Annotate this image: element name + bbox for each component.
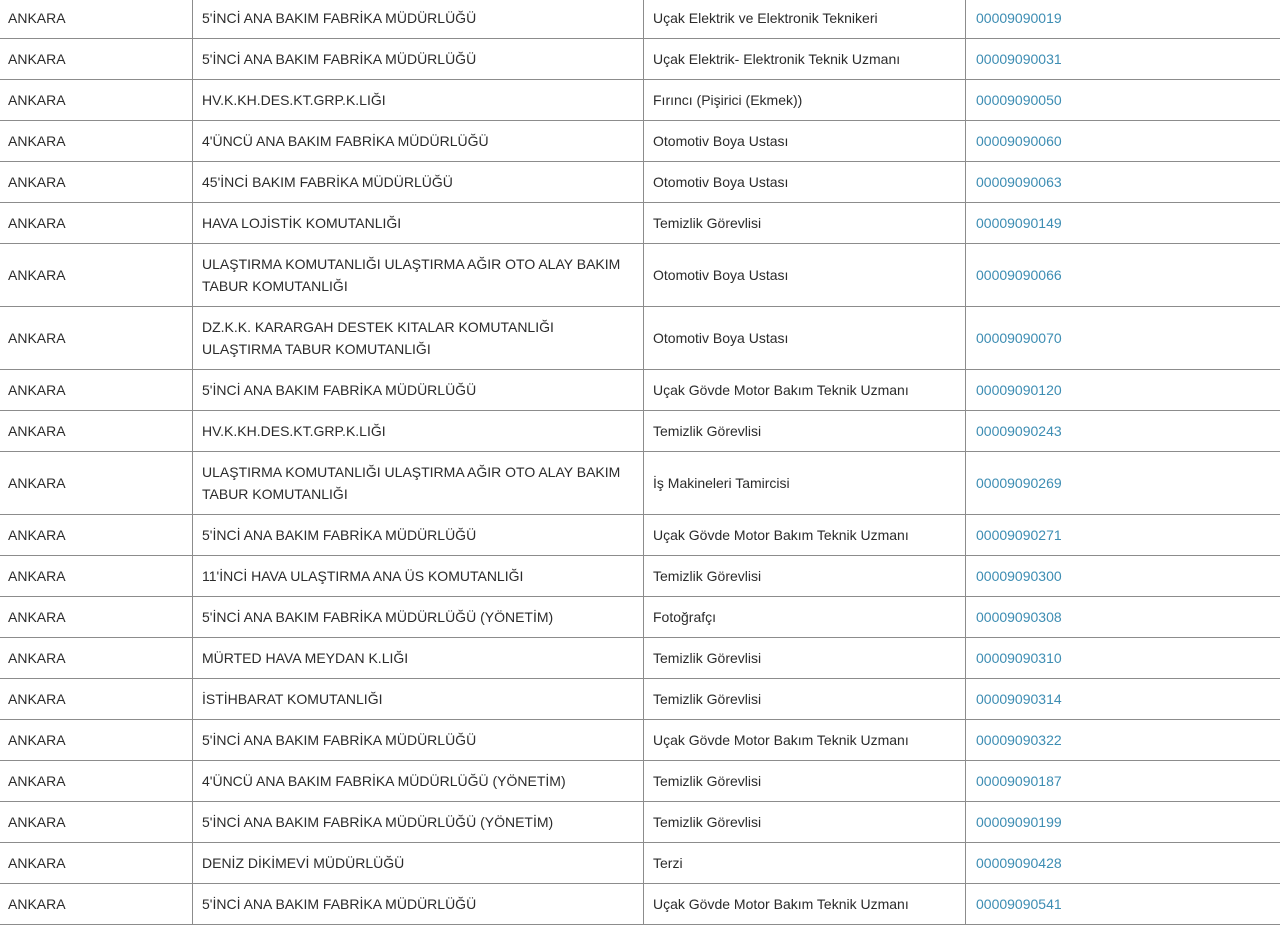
city-text: ANKARA xyxy=(8,475,66,491)
unit-cell xyxy=(193,121,644,161)
city-text: ANKARA xyxy=(8,330,66,346)
job-code-link[interactable]: 00009090314 xyxy=(976,691,1062,707)
city-cell xyxy=(0,452,193,514)
city-text: ANKARA xyxy=(8,855,66,871)
position-cell xyxy=(644,80,966,120)
unit-text: 5'İNCİ ANA BAKIM FABRİKA MÜDÜRLÜĞÜ (YÖNETİM) xyxy=(202,814,554,830)
position-cell xyxy=(644,597,966,637)
job-code-link[interactable]: 00009090060 xyxy=(976,133,1062,149)
code-cell xyxy=(966,121,1280,161)
table-row xyxy=(0,244,1280,307)
unit-text: ULAŞTIRMA KOMUTANLIĞI ULAŞTIRMA AĞIR OTO ALAY BAKIM TABUR KOMUTANLIĞI xyxy=(202,464,621,502)
job-code-link[interactable]: 00009090300 xyxy=(976,568,1062,584)
unit-cell xyxy=(193,203,644,243)
unit-text: 5'İNCİ ANA BAKIM FABRİKA MÜDÜRLÜĞÜ (YÖNETİM) xyxy=(202,609,554,625)
position-text: Temizlik Görevlisi xyxy=(653,568,762,584)
table-row xyxy=(0,761,1280,802)
city-text: ANKARA xyxy=(8,423,66,439)
position-text: Uçak Gövde Motor Bakım Teknik Uzmanı xyxy=(653,732,909,748)
city-text: ANKARA xyxy=(8,568,66,584)
unit-text: ULAŞTIRMA KOMUTANLIĞI ULAŞTIRMA AĞIR OTO ALAY BAKIM TABUR KOMUTANLIĞI xyxy=(202,256,621,294)
city-cell xyxy=(0,884,193,924)
unit-text: HV.K.KH.DES.KT.GRP.K.LIĞI xyxy=(202,423,386,439)
unit-text: HAVA LOJİSTİK KOMUTANLIĞI xyxy=(202,215,402,231)
city-cell xyxy=(0,39,193,79)
city-cell xyxy=(0,556,193,596)
unit-text: DENİZ DİKİMEVİ MÜDÜRLÜĞÜ xyxy=(202,855,405,871)
table-row xyxy=(0,843,1280,884)
code-cell xyxy=(966,411,1280,451)
code-cell xyxy=(966,556,1280,596)
code-cell xyxy=(966,679,1280,719)
table-row xyxy=(0,452,1280,515)
table-row xyxy=(0,597,1280,638)
unit-cell xyxy=(193,39,644,79)
unit-text: 5'İNCİ ANA BAKIM FABRİKA MÜDÜRLÜĞÜ xyxy=(202,527,477,543)
code-cell xyxy=(966,597,1280,637)
job-code-link[interactable]: 00009090187 xyxy=(976,773,1062,789)
unit-text: 5'İNCİ ANA BAKIM FABRİKA MÜDÜRLÜĞÜ xyxy=(202,382,477,398)
code-cell xyxy=(966,638,1280,678)
position-text: Otomotiv Boya Ustası xyxy=(653,330,789,346)
position-cell xyxy=(644,452,966,514)
position-text: Temizlik Görevlisi xyxy=(653,215,762,231)
table-row xyxy=(0,39,1280,80)
position-text: Temizlik Görevlisi xyxy=(653,423,762,439)
unit-cell xyxy=(193,843,644,883)
job-code-link[interactable]: 00009090050 xyxy=(976,92,1062,108)
job-code-link[interactable]: 00009090066 xyxy=(976,267,1062,283)
unit-cell xyxy=(193,884,644,924)
city-cell xyxy=(0,411,193,451)
city-cell xyxy=(0,597,193,637)
job-code-link[interactable]: 00009090243 xyxy=(976,423,1062,439)
code-cell xyxy=(966,244,1280,306)
code-cell xyxy=(966,843,1280,883)
position-cell xyxy=(644,802,966,842)
unit-cell xyxy=(193,720,644,760)
position-text: Fotoğrafçı xyxy=(653,609,717,625)
unit-text: İSTİHBARAT KOMUTANLIĞI xyxy=(202,691,383,707)
city-cell xyxy=(0,515,193,555)
position-text: Temizlik Görevlisi xyxy=(653,650,762,666)
position-text: Otomotiv Boya Ustası xyxy=(653,133,789,149)
unit-cell xyxy=(193,597,644,637)
job-code-link[interactable]: 00009090070 xyxy=(976,330,1062,346)
table-row xyxy=(0,80,1280,121)
city-cell xyxy=(0,203,193,243)
unit-cell xyxy=(193,244,644,306)
job-code-link[interactable]: 00009090031 xyxy=(976,51,1062,67)
table-row xyxy=(0,515,1280,556)
position-cell xyxy=(644,39,966,79)
position-cell xyxy=(644,203,966,243)
position-text: Uçak Gövde Motor Bakım Teknik Uzmanı xyxy=(653,382,909,398)
city-cell xyxy=(0,802,193,842)
position-text: Uçak Gövde Motor Bakım Teknik Uzmanı xyxy=(653,527,909,543)
table-row xyxy=(0,720,1280,761)
position-cell xyxy=(644,720,966,760)
table-row xyxy=(0,307,1280,370)
unit-cell xyxy=(193,411,644,451)
unit-cell xyxy=(193,452,644,514)
position-text: Otomotiv Boya Ustası xyxy=(653,174,789,190)
unit-text: 5'İNCİ ANA BAKIM FABRİKA MÜDÜRLÜĞÜ xyxy=(202,896,477,912)
position-text: Fırıncı (Pişirici (Ekmek)) xyxy=(653,92,803,108)
city-cell xyxy=(0,162,193,202)
position-text: Temizlik Görevlisi xyxy=(653,814,762,830)
position-cell xyxy=(644,556,966,596)
code-cell xyxy=(966,720,1280,760)
position-cell xyxy=(644,761,966,801)
code-cell xyxy=(966,0,1280,38)
unit-cell xyxy=(193,761,644,801)
unit-text: HV.K.KH.DES.KT.GRP.K.LIĞI xyxy=(202,92,386,108)
city-cell xyxy=(0,307,193,369)
code-cell xyxy=(966,884,1280,924)
position-text: Temizlik Görevlisi xyxy=(653,691,762,707)
position-cell xyxy=(644,370,966,410)
code-cell xyxy=(966,162,1280,202)
unit-cell xyxy=(193,162,644,202)
city-text: ANKARA xyxy=(8,382,66,398)
unit-text: 45'İNCİ BAKIM FABRİKA MÜDÜRLÜĞÜ xyxy=(202,174,453,190)
code-cell xyxy=(966,452,1280,514)
job-code-link[interactable]: 00009090308 xyxy=(976,609,1062,625)
table-row xyxy=(0,802,1280,843)
city-text: ANKARA xyxy=(8,773,66,789)
position-text: Terzi xyxy=(653,855,683,871)
code-cell xyxy=(966,802,1280,842)
table-row xyxy=(0,411,1280,452)
table-row xyxy=(0,162,1280,203)
position-cell xyxy=(644,244,966,306)
position-cell xyxy=(644,307,966,369)
city-text: ANKARA xyxy=(8,527,66,543)
job-code-link[interactable]: 00009090019 xyxy=(976,10,1062,26)
job-code-link[interactable]: 00009090063 xyxy=(976,174,1062,190)
job-code-link[interactable]: 00009090428 xyxy=(976,855,1062,871)
unit-text: DZ.K.K. KARARGAH DESTEK KITALAR KOMUTANLIĞI ULAŞTIRMA TABUR KOMUTANLIĞI xyxy=(202,319,554,357)
unit-text: 5'İNCİ ANA BAKIM FABRİKA MÜDÜRLÜĞÜ xyxy=(202,10,477,26)
position-text: Uçak Gövde Motor Bakım Teknik Uzmanı xyxy=(653,896,909,912)
unit-text: 4'ÜNCÜ ANA BAKIM FABRİKA MÜDÜRLÜĞÜ xyxy=(202,133,489,149)
job-code-link[interactable]: 00009090199 xyxy=(976,814,1062,830)
city-cell xyxy=(0,638,193,678)
city-cell xyxy=(0,80,193,120)
unit-cell xyxy=(193,0,644,38)
job-code-link[interactable]: 00009090120 xyxy=(976,382,1062,398)
code-cell xyxy=(966,203,1280,243)
city-cell xyxy=(0,121,193,161)
unit-text: 5'İNCİ ANA BAKIM FABRİKA MÜDÜRLÜĞÜ xyxy=(202,732,477,748)
unit-cell xyxy=(193,802,644,842)
position-text: Otomotiv Boya Ustası xyxy=(653,267,789,283)
position-cell xyxy=(644,843,966,883)
position-text: Uçak Elektrik- Elektronik Teknik Uzmanı xyxy=(653,51,901,67)
city-text: ANKARA xyxy=(8,896,66,912)
position-text: Temizlik Görevlisi xyxy=(653,773,762,789)
code-cell xyxy=(966,515,1280,555)
job-code-link[interactable]: 00009090541 xyxy=(976,896,1062,912)
city-text: ANKARA xyxy=(8,814,66,830)
code-cell xyxy=(966,370,1280,410)
city-text: ANKARA xyxy=(8,215,66,231)
table-row xyxy=(0,884,1280,925)
code-cell xyxy=(966,761,1280,801)
job-code-link[interactable]: 00009090271 xyxy=(976,527,1062,543)
unit-cell xyxy=(193,556,644,596)
unit-cell xyxy=(193,515,644,555)
city-cell xyxy=(0,720,193,760)
city-cell xyxy=(0,761,193,801)
table-row xyxy=(0,370,1280,411)
code-cell xyxy=(966,39,1280,79)
unit-cell xyxy=(193,638,644,678)
city-text: ANKARA xyxy=(8,732,66,748)
city-text: ANKARA xyxy=(8,51,66,67)
city-cell xyxy=(0,843,193,883)
table-row xyxy=(0,203,1280,244)
city-text: ANKARA xyxy=(8,10,66,26)
city-text: ANKARA xyxy=(8,691,66,707)
unit-text: 5'İNCİ ANA BAKIM FABRİKA MÜDÜRLÜĞÜ xyxy=(202,51,477,67)
job-code-link[interactable]: 00009090322 xyxy=(976,732,1062,748)
position-cell xyxy=(644,162,966,202)
city-text: ANKARA xyxy=(8,267,66,283)
unit-cell xyxy=(193,80,644,120)
job-code-link[interactable]: 00009090310 xyxy=(976,650,1062,666)
unit-text: 11'İNCİ HAVA ULAŞTIRMA ANA ÜS KOMUTANLIĞI xyxy=(202,568,524,584)
unit-cell xyxy=(193,370,644,410)
position-text: İş Makineleri Tamircisi xyxy=(653,475,790,491)
unit-text: 4'ÜNCÜ ANA BAKIM FABRİKA MÜDÜRLÜĞÜ (YÖNETİM) xyxy=(202,773,566,789)
position-cell xyxy=(644,638,966,678)
city-text: ANKARA xyxy=(8,92,66,108)
position-text: Uçak Elektrik ve Elektronik Teknikeri xyxy=(653,10,878,26)
table-row xyxy=(0,679,1280,720)
table-row xyxy=(0,556,1280,597)
job-code-link[interactable]: 00009090149 xyxy=(976,215,1062,231)
unit-cell xyxy=(193,679,644,719)
code-cell xyxy=(966,307,1280,369)
table-row xyxy=(0,121,1280,162)
job-code-link[interactable]: 00009090269 xyxy=(976,475,1062,491)
table-row xyxy=(0,638,1280,679)
city-cell xyxy=(0,679,193,719)
city-text: ANKARA xyxy=(8,174,66,190)
position-cell xyxy=(644,411,966,451)
position-cell xyxy=(644,679,966,719)
city-text: ANKARA xyxy=(8,650,66,666)
unit-text: MÜRTED HAVA MEYDAN K.LIĞI xyxy=(202,650,409,666)
table-row xyxy=(0,0,1280,39)
position-cell xyxy=(644,0,966,38)
city-cell xyxy=(0,244,193,306)
unit-cell xyxy=(193,307,644,369)
position-cell xyxy=(644,515,966,555)
city-cell xyxy=(0,370,193,410)
city-text: ANKARA xyxy=(8,133,66,149)
position-cell xyxy=(644,884,966,924)
city-cell xyxy=(0,0,193,38)
code-cell xyxy=(966,80,1280,120)
position-cell xyxy=(644,121,966,161)
city-text: ANKARA xyxy=(8,609,66,625)
